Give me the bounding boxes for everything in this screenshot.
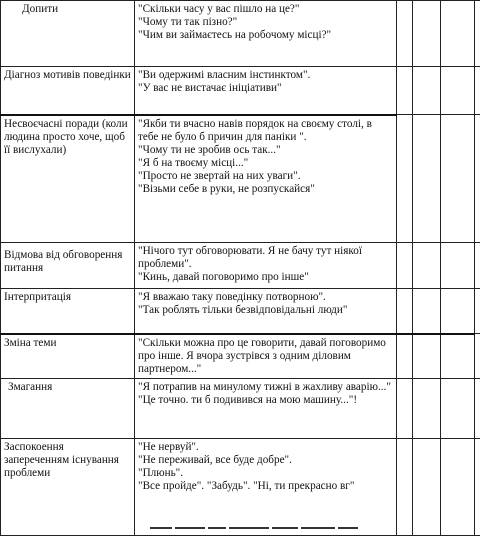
example-line: "Візьми себе в руки, не розпускайся": [138, 182, 315, 195]
cut-off-text-fragment: [150, 527, 390, 531]
empty-cell: [475, 243, 480, 289]
empty-cell: [397, 334, 413, 379]
example-line: "Все пройде". "Забудь". "Ні, ти прекрасно вг": [138, 479, 355, 492]
empty-cell: [441, 334, 475, 379]
example-line: "Нічого тут обговорювати. Я не бачу тут ніякої проблеми".: [138, 245, 362, 270]
empty-cell: [475, 438, 480, 536]
empty-cell: [475, 289, 480, 334]
barrier-label-cell: [1, 115, 135, 243]
example-line: "Це точно. ти б подивився на мою машину..."!: [138, 393, 358, 406]
barrier-label-cell: [1, 1, 135, 67]
empty-cell: [475, 1, 480, 67]
empty-cell: [441, 438, 475, 536]
empty-cell: [413, 67, 441, 115]
empty-cell: [413, 243, 441, 289]
example-line: "Я вважаю таку поведінку потворною".: [138, 291, 326, 303]
barrier-label: Інтерпритація: [4, 291, 71, 303]
example-line: "Так роблять тільки безвідповідальні люди": [138, 304, 348, 316]
example-line: "Чим ви займаєтесь на робочому місці?": [138, 29, 332, 41]
table-row: [1, 1, 480, 67]
empty-cell: [397, 378, 413, 438]
barrier-label: Відмова від обговорення питання: [4, 249, 123, 274]
table-row: [1, 115, 480, 243]
example-line: "Плюнь".: [138, 466, 184, 479]
empty-cell: [441, 1, 475, 67]
barrier-label-cell: [1, 67, 135, 115]
empty-cell: [441, 378, 475, 438]
empty-cell: [397, 438, 413, 536]
empty-cell: [475, 67, 480, 115]
example-line: "У вас не вистачає ініціативи": [138, 82, 282, 94]
example-line: "Просто не звертай на них уваги".: [138, 169, 301, 182]
empty-cell: [441, 289, 475, 334]
empty-cell: [413, 289, 441, 334]
empty-cell: [413, 115, 441, 243]
barrier-label: Зміна теми: [4, 336, 57, 349]
empty-cell: [475, 115, 480, 243]
empty-cell: [475, 378, 480, 438]
empty-cell: [441, 115, 475, 243]
examples-cell: [135, 438, 397, 536]
examples-cell: [135, 115, 397, 243]
table-row: [1, 438, 480, 536]
barrier-label-cell: [1, 334, 135, 379]
empty-cell: [413, 378, 441, 438]
examples-cell: [135, 289, 397, 334]
empty-cell: [441, 243, 475, 289]
empty-cell: [397, 67, 413, 115]
example-line: "Я потрапив на минулому тижні в жахливу аварію...": [138, 380, 391, 393]
example-line: "Не переживай, все буде добре".: [138, 453, 292, 466]
examples-cell: [135, 1, 397, 67]
empty-cell: [413, 1, 441, 67]
example-line: "Не нервуй".: [138, 440, 199, 453]
example-line: "Скільки часу у вас пішло на це?": [138, 3, 300, 15]
example-line: "Чому ти так пізно?": [138, 16, 238, 28]
table-row: [1, 67, 480, 115]
empty-cell: [413, 438, 441, 536]
examples-cell: [135, 67, 397, 115]
examples-cell: [135, 378, 397, 438]
barrier-label: Несвоєчасні поради (коли людина просто хоче, щоб її вислухали): [4, 117, 128, 156]
empty-cell: [413, 334, 441, 379]
example-line: "Скільки можна про це говорити, давай поговоримо про інше. Я вчора зустрівся з одним діловим партнером...": [138, 336, 386, 375]
example-line: "Я б на твоєму місці...": [138, 156, 249, 169]
barrier-label: Діагноз мотивів поведінки: [4, 69, 131, 81]
barrier-label: Змагання: [8, 380, 53, 393]
empty-cell: [397, 1, 413, 67]
examples-cell: [135, 243, 397, 289]
example-line: "Якби ти вчасно навів порядок на своєму столі, в тебе не було б причин для паніки ".: [138, 117, 372, 143]
empty-cell: [397, 115, 413, 243]
example-line: "Кинь, давай поговоримо про інше": [138, 271, 309, 283]
table-row: [1, 334, 480, 379]
empty-cell: [475, 334, 480, 379]
barrier-label-cell: [1, 378, 135, 438]
empty-cell: [441, 67, 475, 115]
barrier-label-cell: [1, 243, 135, 289]
empty-cell: [397, 243, 413, 289]
table-row: [1, 289, 480, 334]
barrier-label-cell: [1, 289, 135, 334]
table-row: [1, 378, 480, 438]
barrier-label: Заспокоення запереченням існування проблеми: [4, 440, 119, 479]
example-line: "Ви одержимі власним інстинктом".: [138, 69, 311, 81]
barrier-label: Допити: [22, 3, 59, 15]
empty-cell: [397, 289, 413, 334]
example-line: "Чому ти не зробив ось так...": [138, 143, 281, 156]
barrier-label-cell: [1, 438, 135, 536]
table-row: [1, 243, 480, 289]
examples-cell: [135, 334, 397, 379]
